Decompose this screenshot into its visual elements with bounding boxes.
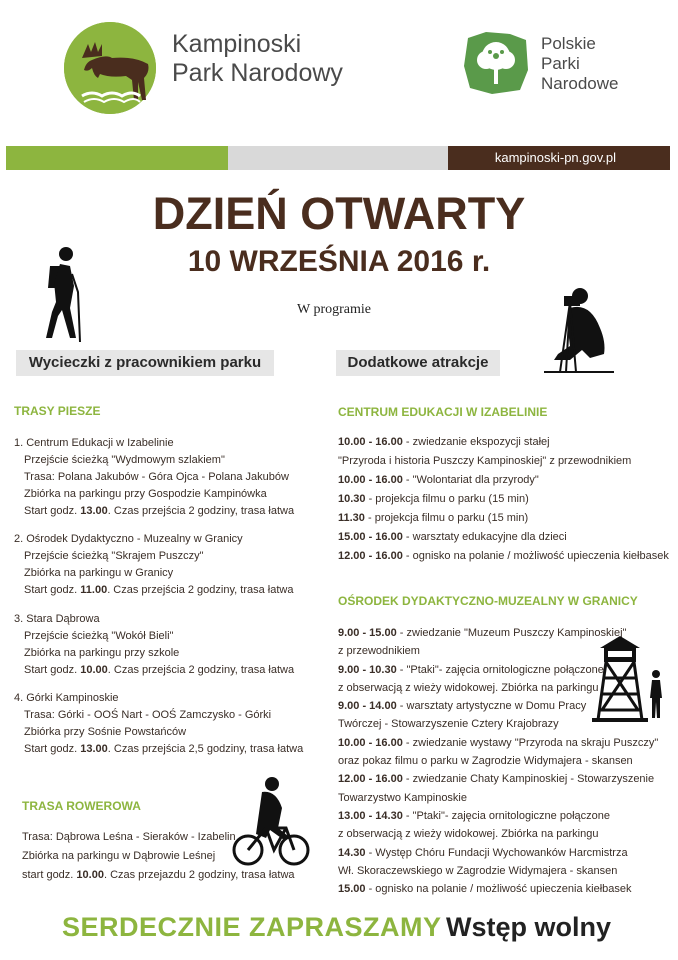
- schedule-item: [338, 827, 658, 845]
- schedule-item: [338, 864, 658, 882]
- route-detail: Zbiórka na parkingu w Granicy: [24, 567, 174, 579]
- watchtower-icon: [590, 634, 670, 724]
- centrum-heading: CENTRUM EDUKACJI W IZABELINIE: [338, 405, 548, 419]
- schedule-item: [338, 530, 669, 549]
- route-detail: Przejście ścieżką "Wokół Bieli": [24, 630, 174, 642]
- schedule-time: 12.00 - 16.00: [338, 773, 403, 786]
- schedule-item: [338, 454, 669, 473]
- schedule-time: 15.00 - 16.00: [338, 531, 403, 543]
- route-detail: Zbiórka przy Sośnie Powstańców: [24, 726, 187, 738]
- schedule-text: - "Ptaki"- zajęcia ornitologiczne połączone: [402, 809, 610, 822]
- ppn-name-line1: Polskie: [541, 34, 596, 53]
- tree-map-icon: [462, 30, 530, 96]
- schedule-time: 11.30: [338, 512, 365, 524]
- route-detail: Zbiórka na parkingu przy Gospodzie Kampinówka: [24, 488, 267, 500]
- route-detail: Trasa: Górki - OOŚ Nart - OOŚ Zamczysko - Górki: [24, 709, 272, 721]
- start-time: 10.00: [80, 664, 108, 676]
- route-4: [14, 691, 303, 756]
- schedule-text: - zwiedzanie wystawy "Przyroda na skraju Puszczy": [402, 736, 659, 749]
- schedule-text: Wł. Skoraczewskiego w Zagrodzie Widymajera - skansen: [338, 864, 618, 877]
- schedule-time: 15.00: [338, 883, 366, 896]
- schedule-text: - ognisko na polanie / możliwość upieczenia kiełbasek: [402, 550, 669, 562]
- start-time: 13.00: [80, 743, 108, 755]
- bike-route-meeting: Zbiórka na parkingu w Dąbrowie Leśnej: [22, 850, 216, 862]
- trasy-piesze-heading: TRASY PIESZE: [14, 404, 101, 418]
- program-label: W programie: [297, 302, 371, 317]
- schedule-item: [338, 492, 669, 511]
- schedule-text: - warsztaty artystyczne w Domu Pracy: [396, 700, 587, 713]
- route-detail: Przejście ścieżką "Skrajem Puszczy": [24, 550, 204, 562]
- schedule-text: - zwiedzanie "Muzeum Puszczy Kampinoskiej": [396, 627, 627, 639]
- schedule-text: - warsztaty edukacyjne dla dzieci: [402, 531, 567, 543]
- schedule-time: 9.00 - 15.00: [338, 627, 397, 639]
- schedule-item: [338, 549, 669, 568]
- start-time: 11.00: [80, 584, 108, 596]
- moose-icon: [64, 22, 156, 114]
- schedule-text: - "Ptaki"- zajęcia ornitologiczne połączone: [396, 663, 604, 676]
- start-info: . Czas przejścia 2 godziny, trasa łatwa: [107, 584, 294, 596]
- schedule-text: - projekcja filmu o parku (15 min): [364, 512, 529, 524]
- schedule-text: z obserwacją z wieży widokowej. Zbiórka na parkingu: [338, 828, 599, 841]
- bike-route-start: [22, 868, 295, 882]
- start-time: 13.00: [80, 505, 108, 517]
- page-title: DZIEŃ OTWARTY: [152, 188, 526, 239]
- website-url[interactable]: kampinoski-pn.gov.pl: [448, 146, 670, 170]
- schedule-time: 9.00 - 10.30: [338, 663, 397, 676]
- free-entry-text: Wstęp wolny: [446, 912, 612, 942]
- schedule-time: 12.00 - 16.00: [338, 550, 403, 562]
- green-band: [6, 146, 228, 170]
- route-start: [14, 583, 293, 597]
- schedule-item: [338, 791, 658, 809]
- schedule-text: z obserwacją z wieży widokowej. Zbiórka na parkingu: [338, 681, 599, 694]
- schedule-item: [338, 809, 658, 827]
- ppn-name: [541, 34, 619, 94]
- start-time: 10.00: [76, 869, 104, 881]
- start-label: start godz.: [22, 869, 77, 881]
- route-title: 2. Ośrodek Dydaktyczno - Muzealny w Granicy: [14, 533, 243, 545]
- schedule-item: [338, 511, 669, 530]
- osrodek-heading: OŚRODEK DYDAKTYCZNO-MUZEALNY W GRANICY: [338, 594, 638, 608]
- schedule-text: Towarzystwo Kampinoskie: [338, 791, 467, 804]
- start-label: Start godz.: [24, 505, 81, 517]
- start-info: . Czas przejścia 2 godziny, trasa łatwa: [107, 505, 295, 517]
- kpn-name-line2: Park Narodowy: [172, 59, 343, 87]
- route-title: 1. Centrum Edukacji w Izabelinie: [14, 437, 174, 449]
- schedule-text: Twórczej - Stowarzyszenie Cztery Krajobrazy: [338, 718, 559, 731]
- route-start: [14, 504, 294, 518]
- route-2: [14, 532, 293, 597]
- centrum-schedule: [338, 435, 669, 568]
- schedule-text: oraz pokaz filmu o parku w Zagrodzie Widymajera - skansen: [338, 755, 633, 768]
- start-label: Start godz.: [24, 664, 81, 676]
- route-title: 4. Górki Kampinoskie: [14, 692, 119, 704]
- cyclist-icon: [232, 776, 312, 870]
- schedule-item: [338, 435, 669, 454]
- route-detail: Trasa: Polana Jakubów - Góra Ojca - Polana Jakubów: [24, 471, 289, 483]
- schedule-item: [338, 754, 658, 772]
- schedule-time: 14.30: [338, 846, 366, 859]
- start-info: . Czas przejazdu 2 godziny, trasa łatwa: [103, 869, 295, 881]
- schedule-item: [338, 772, 658, 790]
- hiker-icon: [40, 244, 90, 344]
- schedule-item: [338, 846, 658, 864]
- left-section-heading: Wycieczki z pracownikiem parku: [16, 350, 274, 376]
- schedule-time: 10.00 - 16.00: [338, 736, 403, 749]
- start-info: . Czas przejścia 2 godziny, trasa łatwa: [107, 664, 295, 676]
- schedule-text: - "Wolontariat dla przyrody": [402, 474, 539, 486]
- start-label: Start godz.: [24, 743, 81, 755]
- schedule-time: 10.00 - 16.00: [338, 474, 403, 486]
- schedule-time: 9.00 - 14.00: [338, 700, 397, 713]
- schedule-text: z przewodnikiem: [338, 645, 420, 658]
- route-3: [14, 612, 294, 677]
- schedule-text: - zwiedzanie ekspozycji stałej: [402, 436, 550, 448]
- right-section-heading: Dodatkowe atrakcje: [336, 350, 500, 376]
- schedule-time: 13.00 - 14.30: [338, 809, 403, 822]
- route-start: [14, 742, 303, 756]
- invite-text: SERDECZNIE ZAPRASZAMY: [62, 912, 442, 942]
- schedule-text: - projekcja filmu o parku (15 min): [365, 493, 529, 505]
- bike-route-path: Trasa: Dąbrowa Leśna - Sieraków - Izabelin: [22, 831, 236, 843]
- start-info: . Czas przejścia 2,5 godziny, trasa łatwa: [107, 743, 304, 755]
- schedule-text: - Występ Chóru Fundacji Wychowanków Harcmistrza: [365, 846, 628, 859]
- schedule-item: [338, 473, 669, 492]
- photographer-icon: [540, 286, 616, 376]
- start-label: Start godz.: [24, 584, 81, 596]
- schedule-text: - ognisko na polanie / możliwość upieczenia kiełbasek: [365, 883, 632, 896]
- route-1: [14, 436, 294, 518]
- kpn-name: [172, 30, 343, 88]
- ppn-name-line3: Narodowe: [541, 74, 619, 93]
- schedule-text: "Przyroda i historia Puszczy Kampinoskiej" z przewodnikiem: [338, 455, 632, 467]
- schedule-time: 10.30: [338, 493, 366, 505]
- trasa-rowerowa-heading: TRASA ROWEROWA: [22, 799, 141, 813]
- route-detail: Zbiórka na parkingu przy szkole: [24, 647, 180, 659]
- ppn-name-line2: Parki: [541, 54, 580, 73]
- route-title: 3. Stara Dąbrowa: [14, 613, 100, 625]
- kpn-logo: [64, 22, 156, 114]
- grey-band: [228, 146, 448, 170]
- route-detail: Przejście ścieżką "Wydmowym szlakiem": [24, 454, 225, 466]
- schedule-item: [338, 736, 658, 754]
- schedule-text: - zwiedzanie Chaty Kampinoskiej - Stowarzyszenie: [402, 773, 655, 786]
- schedule-time: 10.00 - 16.00: [338, 436, 403, 448]
- kpn-name-line1: Kampinoski: [172, 30, 302, 58]
- event-date: 10 WRZEŚNIA 2016 r.: [187, 245, 491, 278]
- schedule-item: [338, 882, 658, 900]
- route-start: [14, 663, 294, 677]
